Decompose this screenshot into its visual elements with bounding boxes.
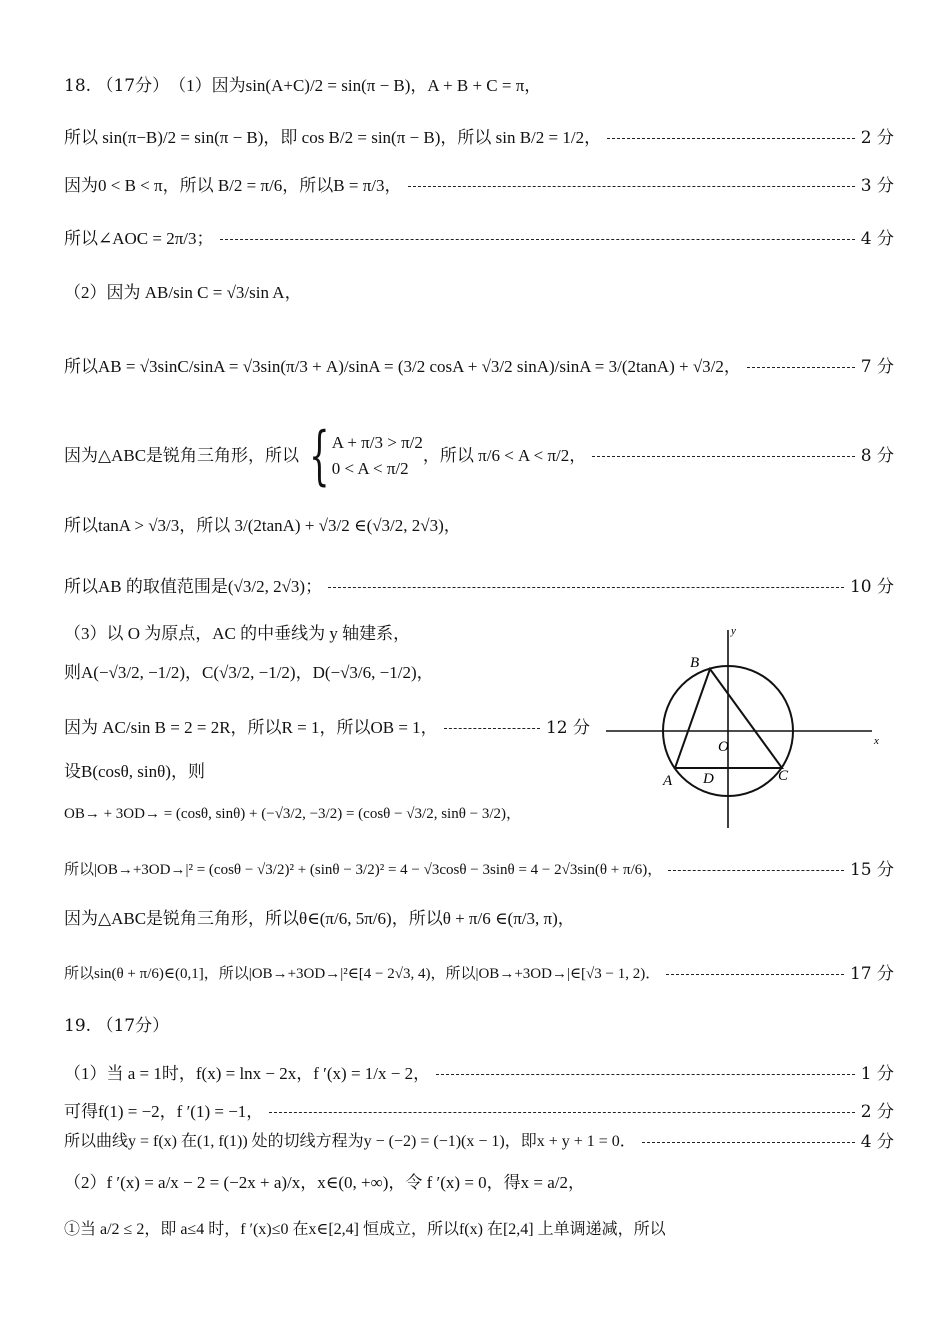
dotted-leader bbox=[444, 728, 540, 729]
dotted-leader bbox=[747, 367, 855, 368]
q18-part2-text: （2）因为 AB/sin C = √3/sin A， bbox=[64, 283, 302, 302]
q19-header: 19. （17分） bbox=[64, 1016, 170, 1036]
dotted-leader bbox=[668, 870, 844, 871]
q18-step-line bbox=[64, 718, 590, 738]
q18-step-line bbox=[64, 909, 894, 929]
system-row: A + π/3 > π/2 bbox=[331, 433, 423, 452]
q18-step-text: 因为0 < B < π，所以 B/2 = π/6，所以B = π/3， bbox=[64, 176, 402, 195]
q18-step-line bbox=[64, 804, 584, 824]
q18-step-line bbox=[64, 229, 894, 249]
score-mark: 17 分 bbox=[849, 964, 894, 984]
q18-step-text: 所以 sin(π−B)/2 = sin(π − B)，即 cos B/2 = sin(π − B)，所以 sin B/2 = 1/2， bbox=[64, 128, 602, 147]
score-mark: 2 分 bbox=[860, 128, 894, 148]
dotted-leader bbox=[607, 138, 855, 139]
label-c: C bbox=[778, 768, 789, 784]
q18-step-text: 则A(−√3/2, −1/2)，C(√3/2, −1/2)，D(−√3/6, −1/2)， bbox=[64, 663, 434, 682]
q19-step-line bbox=[64, 1220, 894, 1240]
inequality-system bbox=[299, 419, 423, 493]
q19-step-text: （1）当 a = 1时，f(x) = lnx − 2x，f ′(x) = 1/x − 2， bbox=[64, 1064, 431, 1083]
score-mark: 3 分 bbox=[860, 176, 894, 196]
q18-part3-line bbox=[64, 624, 584, 644]
x-axis-label: x bbox=[874, 735, 879, 747]
q18-step-line bbox=[64, 762, 584, 782]
q19-step-text: 可得f(1) = −2，f ′(1) = −1， bbox=[64, 1102, 264, 1121]
y-axis-label: y bbox=[731, 625, 736, 637]
left-brace: { bbox=[309, 419, 330, 493]
q18-step-line bbox=[64, 357, 894, 377]
dotted-leader bbox=[642, 1142, 855, 1143]
system-row: 0 < A < π/2 bbox=[331, 459, 409, 478]
q18-step-line bbox=[64, 128, 894, 148]
dotted-leader bbox=[269, 1112, 854, 1113]
q19-header-line bbox=[64, 1016, 894, 1036]
q18-step-text: 所以|OB→+3OD→|² = (cosθ − √3/2)² + (sinθ − 3/2)² = 4 − √3cosθ − 3sinθ = 4 − 2√3sin(θ + π/6)， bbox=[64, 862, 663, 878]
q19-step-text: （2）f ′(x) = a/x − 2 = (−2x + a)/x，x∈(0, +∞)，令 f ′(x) = 0，得x = a/2， bbox=[64, 1173, 586, 1192]
q18-step-text: 所以AB = √3sinC/sinA = √3sin(π/3 + A)/sinA = (3/2 cosA + √3/2 sinA)/sinA = 3/(2tanA) + √3/2， bbox=[64, 357, 741, 376]
q18-header: 18. （17分） bbox=[64, 76, 170, 96]
q18-step-line bbox=[64, 577, 894, 597]
q18-part2-line bbox=[64, 283, 894, 303]
score-mark: 4 分 bbox=[860, 229, 894, 249]
label-d: D bbox=[703, 771, 714, 787]
q19-step-line bbox=[64, 1132, 894, 1152]
dotted-leader bbox=[666, 974, 844, 975]
q19-step-text: ①当 a/2 ≤ 2，即 a≤4 时，f ′(x)≤0 在x∈[2,4] 恒成立，所以f(x) 在[2,4] 上单调递减，所以 bbox=[64, 1221, 666, 1238]
dotted-leader bbox=[328, 587, 844, 588]
q18-step-text: OB→ + 3OD→ = (cosθ, sinθ) + (−√3/2, −3/2) = (cosθ − √3/2, sinθ − 3/2)， bbox=[64, 806, 522, 822]
q19-step-line bbox=[64, 1064, 894, 1084]
q19-step-line bbox=[64, 1173, 894, 1193]
q18-step-text: 设B(cosθ, sinθ)，则 bbox=[64, 762, 205, 781]
q18-step-text: 所以tanA > √3/3，所以 3/(2tanA) + √3/2 ∈(√3/2, 2√3)， bbox=[64, 516, 461, 535]
score-mark: 4 分 bbox=[860, 1132, 894, 1152]
q18-step-line bbox=[64, 419, 894, 493]
q18-step-text: 因为 AC/sin B = 2 = 2R，所以R = 1，所以OB = 1， bbox=[64, 718, 438, 737]
score-mark: 2 分 bbox=[860, 1102, 894, 1122]
score-mark: 15 分 bbox=[849, 860, 894, 880]
circle-triangle-figure bbox=[600, 620, 890, 835]
score-mark: 10 分 bbox=[849, 577, 894, 597]
q19-step-text: 所以曲线y = f(x) 在(1, f(1)) 处的切线方程为y − (−2) = (−1)(x − 1)，即x + y + 1 = 0． bbox=[64, 1133, 636, 1150]
q18-part1-text: （1）因为sin(A+C)/2 = sin(π − B)，A + B + C = π， bbox=[169, 76, 542, 95]
q18-step-line bbox=[64, 176, 894, 196]
label-o: O bbox=[718, 739, 729, 755]
q18-step-text: 因为△ABC是锐角三角形，所以 bbox=[64, 446, 300, 465]
q18-step-text: 因为△ABC是锐角三角形，所以θ∈(π/6, 5π/6)，所以θ + π/6 ∈(π/3, π)， bbox=[64, 909, 575, 928]
dotted-leader bbox=[408, 186, 855, 187]
q18-step-line bbox=[64, 964, 894, 984]
q18-part1-line bbox=[64, 76, 894, 96]
q19-step-line bbox=[64, 1102, 894, 1122]
q18-step-text: 所以sin(θ + π/6)∈(0,1]，所以|OB→+3OD→|²∈[4 − 2√3, 4)，所以|OB→+3OD→|∈[√3 − 1, 2)． bbox=[64, 966, 661, 982]
q18-step-text: 所以AB 的取值范围是(√3/2, 2√3)； bbox=[64, 577, 323, 596]
q18-step-text: 所以∠AOC = 2π/3； bbox=[64, 229, 214, 248]
score-mark: 12 分 bbox=[545, 718, 590, 738]
label-a: A bbox=[663, 773, 673, 789]
score-mark: 8 分 bbox=[860, 446, 894, 466]
dotted-leader bbox=[592, 456, 854, 457]
q18-part3-text: （3）以 O 为原点，AC 的中垂线为 y 轴建系， bbox=[64, 624, 411, 643]
score-mark: 1 分 bbox=[860, 1064, 894, 1084]
dotted-leader bbox=[436, 1074, 855, 1075]
dotted-leader bbox=[220, 239, 855, 240]
q18-step-line bbox=[64, 663, 584, 683]
label-b: B bbox=[690, 655, 700, 671]
q18-step-text: ，所以 π/6 < A < π/2， bbox=[422, 446, 587, 465]
q18-step-line bbox=[64, 860, 894, 880]
score-mark: 7 分 bbox=[860, 357, 894, 377]
q18-step-line bbox=[64, 516, 894, 536]
